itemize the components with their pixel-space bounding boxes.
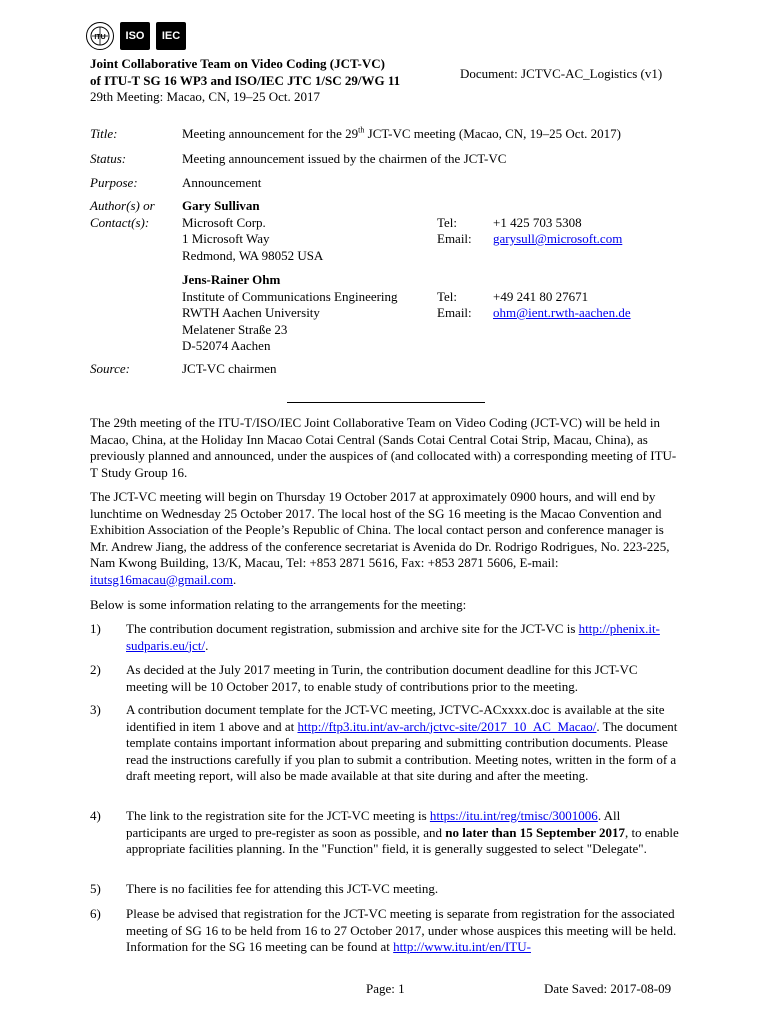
iec-logo — [156, 22, 186, 50]
itu-logo — [86, 22, 114, 50]
iec-logo-text: IEC — [161, 29, 181, 42]
list-item-text: A contribution document template for the JCT-VC meeting, JCTVC-ACxxxx.doc is available at the site identified in item 1 above and at http://ftp3.itu.int/av-arch/jctvc-site/2017_10_AC_Macao/. The document template contains important information about preparing and submitting contribution documents. Please read the instructions carefully if you plan to submit a contribution. Meeting notes, written in the form of a draft meeting report, will also be made available at that site during and after the meeting. — [126, 702, 678, 783]
authors-label-2: Contact(s): — [90, 214, 150, 230]
source-label: Source: — [90, 361, 130, 376]
list-item-text: The contribution document registration, submission and archive site for the JCT-VC is http://phenix.it-sudparis.eu/jct/. — [126, 621, 660, 653]
title-label: Title: — [90, 126, 118, 141]
author2-tel-label: Tel: — [437, 288, 458, 304]
separator-rule — [287, 402, 485, 403]
list-item-text: As decided at the July 2017 meeting in Turin, the contribution document deadline for this JCT-VC meeting will be 10 October 2017, to enable study of contributions prior to the meeting. — [126, 662, 638, 694]
itu-logo-text: ITU — [94, 34, 106, 41]
author1-email-label: Email: — [437, 231, 472, 246]
iso-logo-text: ISO — [125, 29, 145, 42]
list-item-number: 1) — [90, 621, 101, 636]
registration-link[interactable]: https://itu.int/reg/tmisc/3001006 — [429, 808, 598, 823]
list-item-text: The link to the registration site for the JCT-VC meeting is https://itu.int/reg/tmisc/3001006. All participants are urged to pre-register as soon as possible, and no later than 15 September 2017, to enable appropriate facilities planning. In the "Function" field, it is generally suggested to select "Delegate". — [126, 808, 679, 856]
list-item-text: Please be advised that registration for the JCT-VC meeting is separate from registration for the associated meeting of SG 16 to be held from 16 to 27 October 2017, under whose auspices this meeting will be held. Information for the SG 16 meeting can be found at http://www.itu.int/en/ITU- — [126, 906, 677, 954]
list-item-number: 4) — [90, 808, 101, 823]
paragraph-schedule: The JCT-VC meeting will begin on Thursday 19 October 2017 at approximately 0900 hours, and will end by lunchtime on Wednesday 25 October 2017. The local host of the SG 16 meeting is the Macao Convention and Exhibition Association of the People’s Republic of China. The local contact person and conference manager is Mr. Andrew Jiang, the address of the conference secretariat is Avenida do Dr. Rodrigo Rodrigues, No. 223-225, Nam Kwong Building, 13/K, Macau, Tel: +853 2871 5616, Fax: +853 2871 5606, E-mail: itutsg16macau@gmail.com. — [90, 489, 670, 587]
author2-line: Institute of Communications Engineering — [182, 288, 398, 304]
contact-email-link[interactable]: itutsg16macau@gmail.com — [90, 571, 234, 587]
authors-label-1: Author(s) or — [90, 198, 155, 213]
paragraph-intro: The 29th meeting of the ITU-T/ISO/IEC Joint Collaborative Team on Video Coding (JCT-VC) will be held in Macao, China, at the Holiday Inn Macao Cotai Central (Sands Cotai Central Cotai Strip, Macau, China), as previously planned and announced, under the auspices of (and collocated with) a corresponding meeting of ITU-T Study Group 16. — [90, 415, 677, 480]
author2-line: D-52074 Aachen — [182, 338, 271, 353]
ftp-template-link[interactable]: http://ftp3.itu.int/av-arch/jctvc-site/2017_10_AC_Macao/ — [297, 718, 597, 734]
sg16-info-link[interactable]: http://www.itu.int/en/ITU- — [393, 939, 531, 954]
list-item-number: 6) — [90, 906, 101, 921]
paragraph-list-intro: Below is some information relating to the arrangements for the meeting: — [90, 597, 467, 612]
header-meeting: 29th Meeting: Macao, CN, 19–25 Oct. 2017 — [90, 89, 320, 104]
header-organization — [90, 56, 460, 106]
author1-tel: +1 425 703 5308 — [493, 214, 582, 230]
author1-line: Redmond, WA 98052 USA — [182, 247, 324, 263]
iso-logo — [120, 22, 150, 50]
author1-name: Gary Sullivan — [182, 198, 260, 213]
status-label: Status: — [90, 151, 127, 166]
header-line-2: of ITU-T SG 16 WP3 and ISO/IEC JTC 1/SC 29/WG 11 — [90, 72, 401, 88]
author2-tel: +49 241 80 27671 — [493, 288, 589, 304]
author2-line: RWTH Aachen University — [182, 305, 320, 320]
header-logos — [86, 22, 186, 50]
author1-email-link[interactable]: garysull@microsoft.com — [493, 231, 623, 246]
title-value: Meeting announcement for the 29th JCT-VC meeting (Macao, CN, 19–25 Oct. 2017) — [182, 125, 622, 141]
author1-line: 1 Microsoft Way — [182, 231, 270, 246]
list-item-number: 5) — [90, 881, 101, 896]
author2-line: Melatener Straße 23 — [182, 321, 288, 337]
status-value: Meeting announcement issued by the chairmen of the JCT-VC — [182, 151, 507, 166]
list-item-number: 2) — [90, 662, 101, 677]
footer-page-number: Page: 1 — [366, 981, 405, 996]
author2-email-label: Email: — [437, 305, 472, 320]
purpose-label: Purpose: — [90, 175, 138, 190]
phenix-link[interactable]: http://phenix.it-sudparis.eu/jct/ — [126, 621, 660, 653]
author2-email-link[interactable]: ohm@ient.rwth-aachen.de — [493, 305, 631, 320]
author2-name: Jens-Rainer Ohm — [182, 272, 281, 287]
author1-line: Microsoft Corp. — [182, 214, 266, 230]
purpose-value: Announcement — [182, 175, 262, 190]
list-item-text: There is no facilities fee for attending this JCT-VC meeting. — [126, 881, 439, 896]
list-item-number: 3) — [90, 702, 101, 717]
author1-tel-label: Tel: — [437, 214, 458, 230]
footer-date-saved: Date Saved: 2017-08-09 — [544, 981, 672, 996]
source-value: JCT-VC chairmen — [182, 361, 277, 376]
document-id: Document: JCTVC-AC_Logistics (v1) — [460, 66, 663, 81]
header-line-1: Joint Collaborative Team on Video Coding (JCT-VC) — [90, 56, 385, 71]
